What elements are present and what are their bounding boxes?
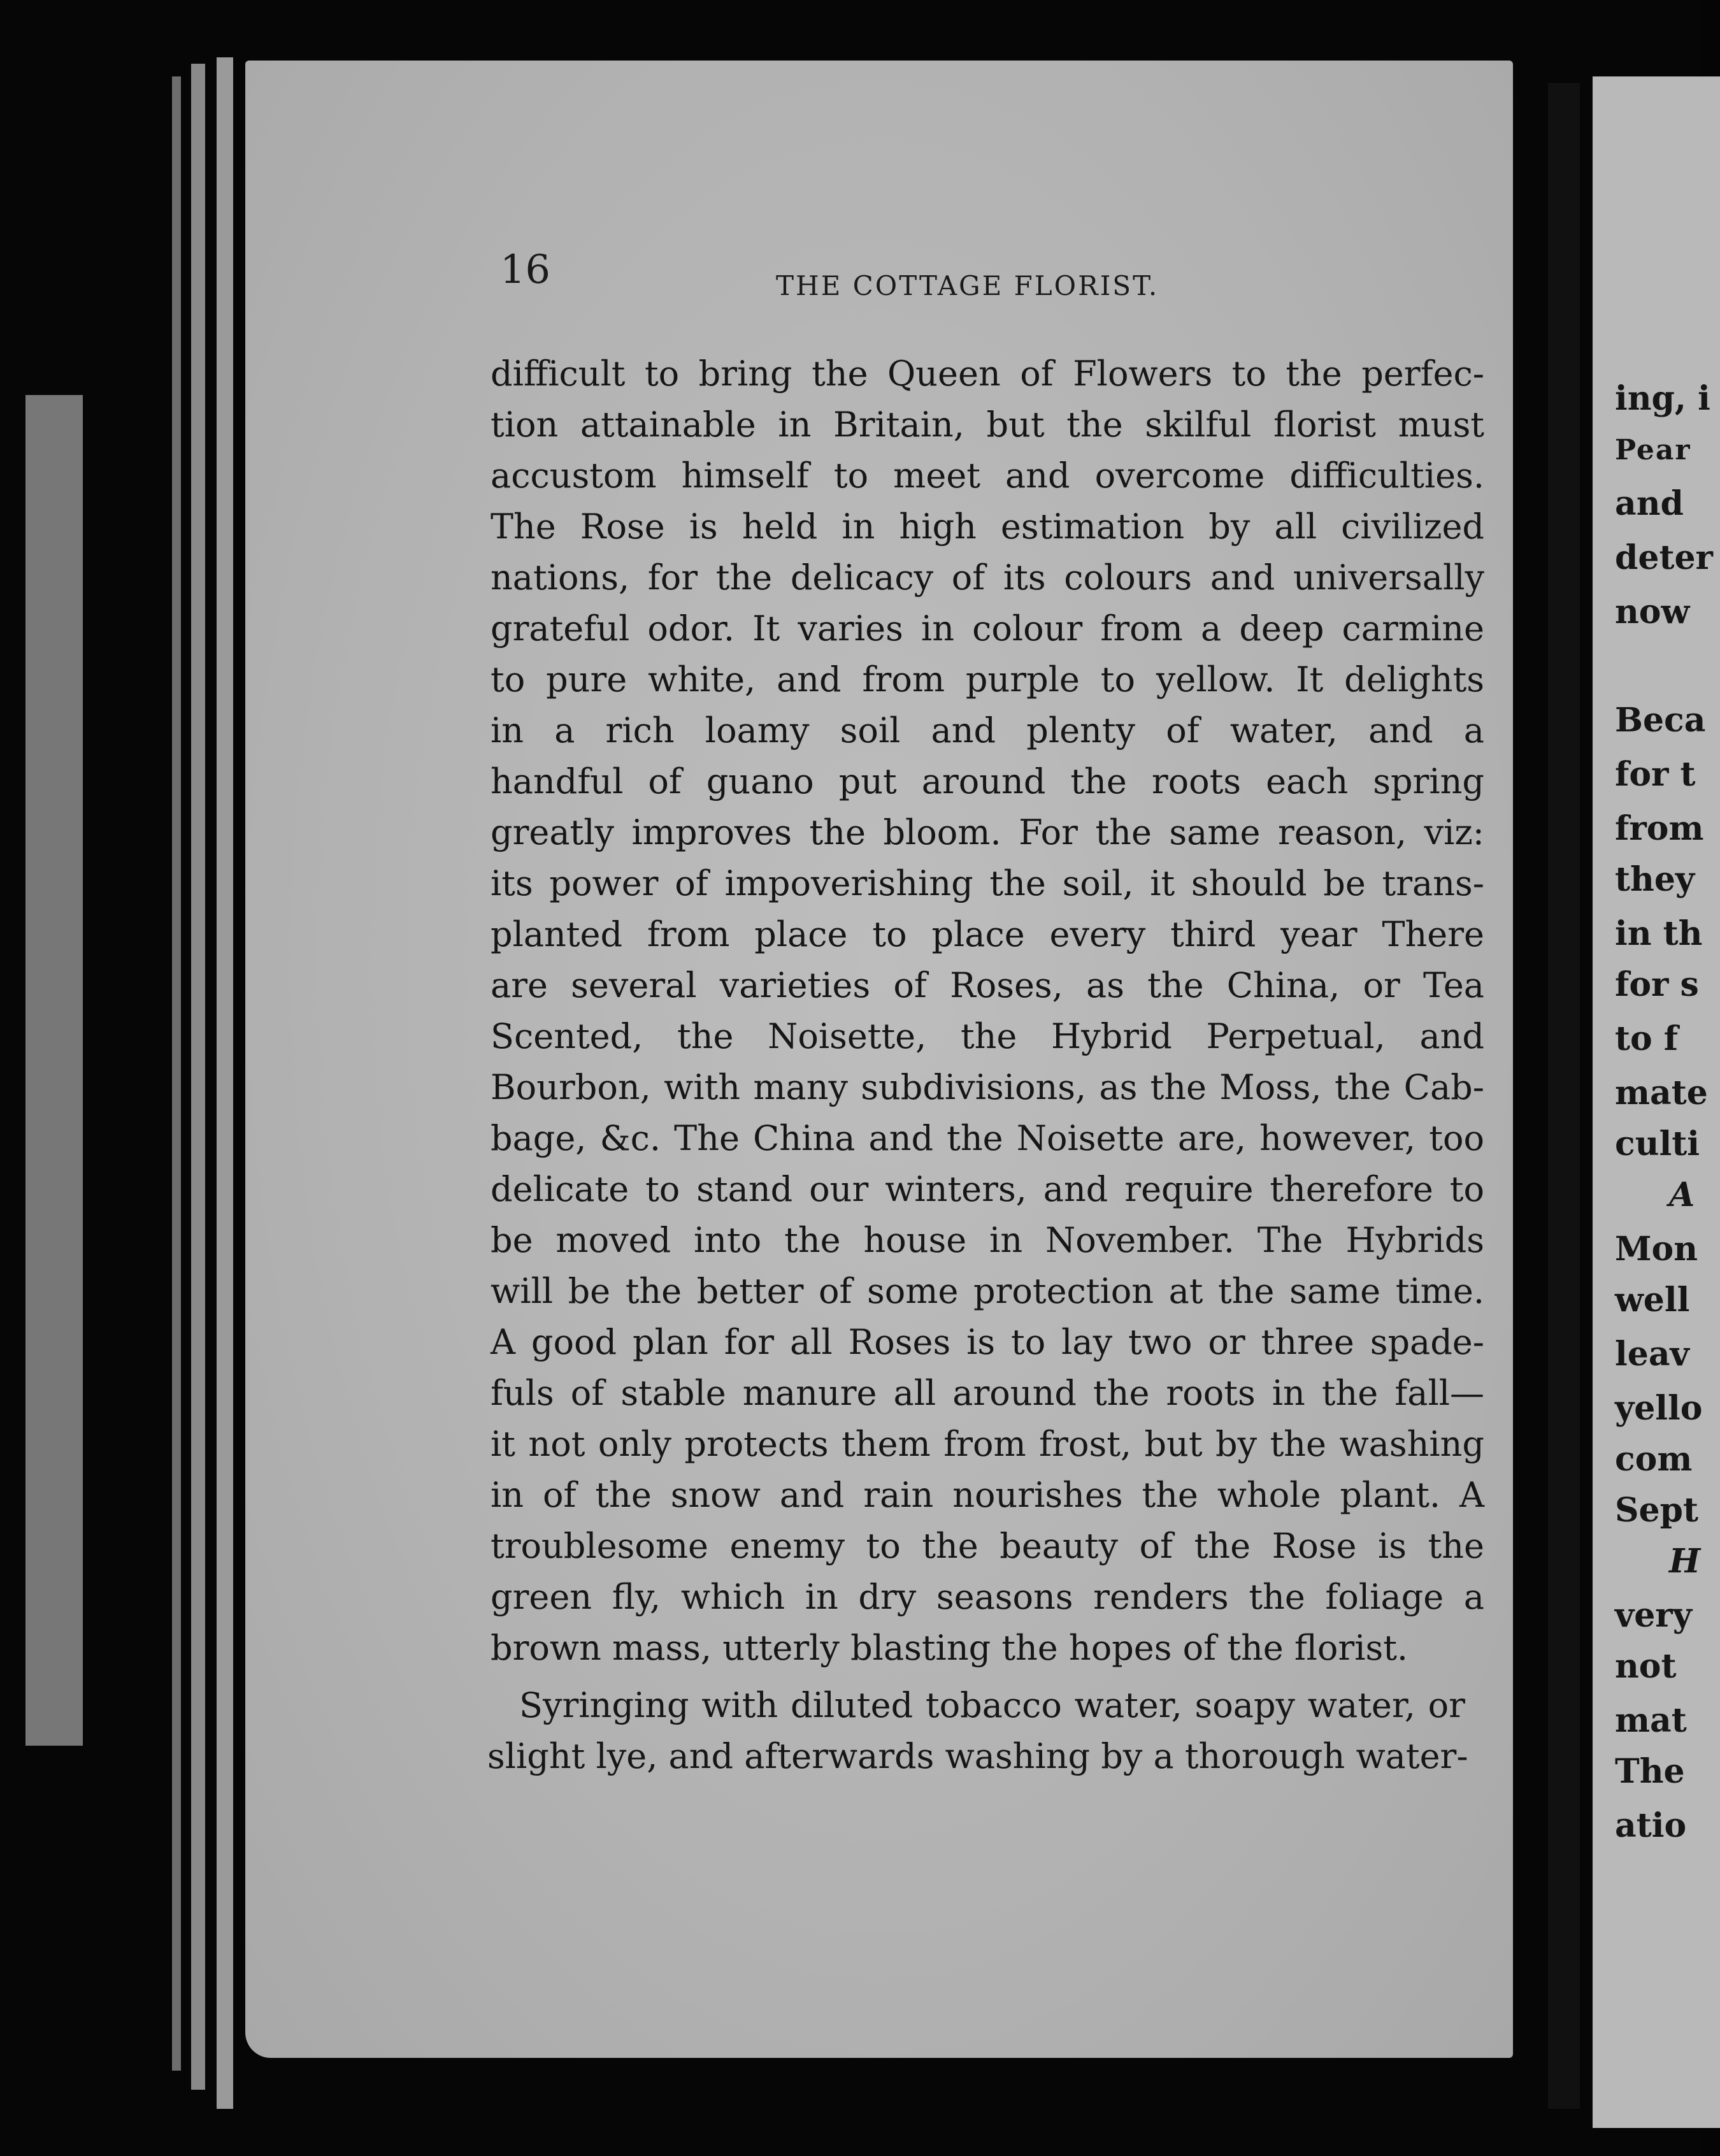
text-line: in a rich loamy soil and plenty of water, and a <box>491 710 1484 751</box>
facing-fragment: to f <box>1615 1019 1679 1058</box>
text-line: The Rose is held in high estimation by all civilized <box>491 507 1484 547</box>
text-line: planted from place to place every third year There <box>491 914 1484 954</box>
text-line: to pure white, and from purple to yellow. It delights <box>491 659 1484 700</box>
book-edge-page <box>172 76 181 2071</box>
facing-fragment: now <box>1615 593 1690 631</box>
text-line: handful of guano put around the roots each spring <box>491 761 1484 801</box>
text-line: bage, &c. The China and the Noisette are, however, too <box>491 1118 1484 1158</box>
facing-fragment: from <box>1615 809 1704 848</box>
text-line: greatly improves the bloom. For the same reason, viz: <box>491 812 1484 852</box>
text-line: brown mass, utterly blasting the hopes of the florist. <box>491 1628 1408 1668</box>
text-line: its power of impoverishing the soil, it should be trans- <box>491 863 1484 903</box>
text-line: A good plan for all Roses is to lay two or three spade- <box>491 1322 1484 1362</box>
facing-fragment: and <box>1615 484 1684 523</box>
facing-fragment: culti <box>1615 1125 1700 1163</box>
text-line: in of the snow and rain nourishes the whole plant. A <box>491 1475 1484 1515</box>
facing-fragment: Sept <box>1615 1491 1699 1530</box>
text-line: difficult to bring the Queen of Flowers to the perfec- <box>491 354 1484 394</box>
facing-fragment: they <box>1615 860 1695 899</box>
facing-fragment: mat <box>1615 1701 1687 1740</box>
text-line: green fly, which in dry seasons renders the foliage a <box>491 1577 1484 1617</box>
facing-fragment: well <box>1615 1281 1690 1319</box>
page-number: 16 <box>500 246 550 292</box>
book-edge-page <box>217 57 233 2109</box>
facing-fragment: in th <box>1615 914 1703 953</box>
text-line: Scented, the Noisette, the Hybrid Perpetual, and <box>491 1016 1484 1056</box>
running-head: THE COTTAGE FLORIST. <box>776 270 1159 301</box>
facing-fragment: for t <box>1615 755 1696 794</box>
facing-fragment: deter <box>1615 538 1713 577</box>
text-line: tion attainable in Britain, but the skilful florist must <box>491 405 1484 445</box>
facing-fragment: ing, i <box>1615 379 1710 418</box>
facing-fragment: Beca <box>1615 701 1706 740</box>
facing-fragment: atio <box>1615 1806 1687 1845</box>
text-line: slight lye, and afterwards washing by a thorough water- <box>487 1736 1468 1776</box>
text-line: be moved into the house in November. The Hybrids <box>491 1220 1484 1260</box>
text-line: fuls of stable manure all around the roots in the fall— <box>491 1373 1484 1413</box>
book-gutter <box>1548 83 1580 2109</box>
facing-fragment: Pear <box>1615 434 1691 466</box>
text-line: will be the better of some protection at the same time. <box>491 1271 1484 1311</box>
facing-fragment: leav <box>1615 1335 1689 1374</box>
facing-fragment: The <box>1615 1752 1685 1791</box>
facing-fragment: H <box>1669 1542 1701 1581</box>
book-edge-page <box>191 64 205 2090</box>
text-line: nations, for the delicacy of its colours and universally <box>491 557 1484 598</box>
text-line: accustom himself to meet and overcome difficulties. <box>491 456 1484 496</box>
text-line: Syringing with diluted tobacco water, soapy water, or <box>519 1685 1465 1725</box>
text-line: are several varieties of Roses, as the China, or Tea <box>491 965 1484 1005</box>
text-line: Bourbon, with many subdivisions, as the Moss, the Cab- <box>491 1067 1484 1107</box>
facing-fragment: yello <box>1615 1389 1703 1428</box>
text-line: grateful odor. It varies in colour from a deep carmine <box>491 608 1484 649</box>
facing-fragment: Mon <box>1615 1230 1698 1268</box>
facing-fragment: A <box>1669 1175 1695 1214</box>
text-line: troublesome enemy to the beauty of the Rose is the <box>491 1526 1484 1566</box>
facing-fragment: not <box>1615 1647 1677 1686</box>
facing-fragment: very <box>1615 1596 1692 1635</box>
facing-fragment: for s <box>1615 965 1699 1004</box>
text-line: delicate to stand our winters, and require therefore to <box>491 1169 1484 1209</box>
facing-fragment: com <box>1615 1440 1693 1479</box>
facing-fragment: mate <box>1615 1074 1708 1112</box>
text-line: it not only protects them from frost, but by the washing <box>491 1424 1484 1464</box>
book-edge-shadow <box>25 395 83 1746</box>
